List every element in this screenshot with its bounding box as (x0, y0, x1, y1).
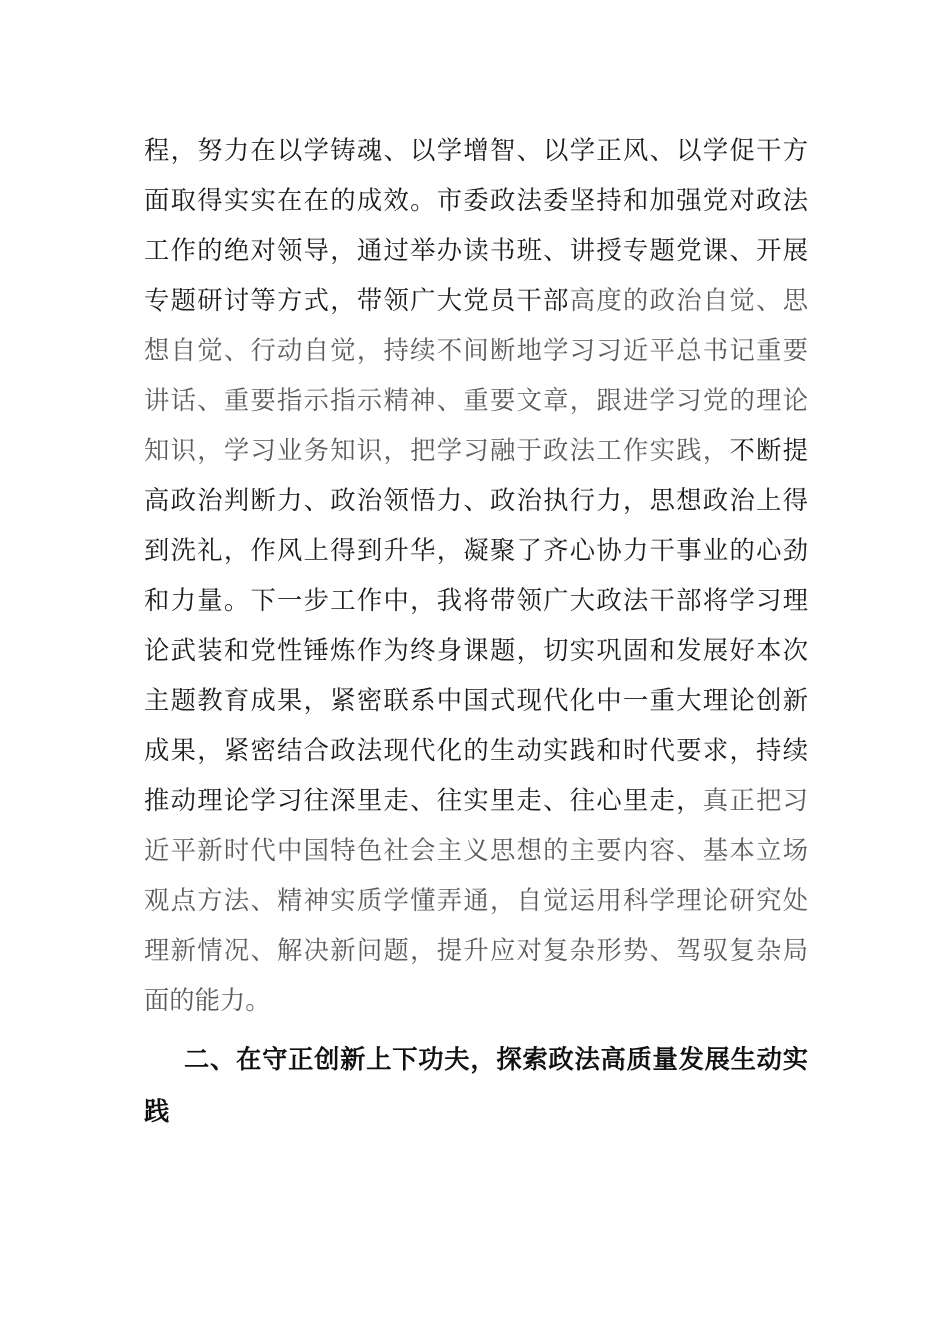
section-heading-line: 二、在守正创新上下功夫，探索政法高质量发展生动实 (184, 1045, 808, 1074)
paragraph-line: 到洗礼，作风上得到升华，凝聚了齐心协力干事业的心劲 (144, 536, 808, 565)
paragraph-line: 论武装和党性锤炼作为终身课题，切实巩固和发展好本次 (144, 636, 808, 665)
paragraph-line: 面的能力。 (144, 986, 271, 1015)
body-paragraph (144, 126, 808, 1026)
section-heading (144, 1034, 808, 1138)
paragraph-line: 近平新时代中国特色社会主义思想的主要内容、基本立场 (144, 836, 808, 865)
paragraph-segment: 高度的政治自觉、思 (569, 286, 808, 315)
paragraph-line: 和力量。下一步工作中，我将带领广大政法干部将学习理 (144, 586, 808, 615)
paragraph-segment: 专题研讨等方式，带领广大党员干部 (144, 286, 570, 315)
paragraph-line (144, 776, 808, 826)
paragraph-line: 程，努力在以学铸魂、以学增智、以学正风、以学促干方 (144, 136, 808, 165)
paragraph-line: 主题教育成果，紧密联系中国式现代化中一重大理论创新 (144, 686, 808, 715)
paragraph-segment: 真正把习 (702, 786, 808, 815)
paragraph-line: 成果，紧密结合政法现代化的生动实践和时代要求，持续 (144, 736, 808, 765)
section-heading-line: 践 (144, 1097, 170, 1126)
paragraph-line: 想自觉、行动自觉，持续不间断地学习习近平总书记重要 (144, 336, 808, 365)
paragraph-line: 高政治判断力、政治领悟力、政治执行力，思想政治上得 (144, 486, 808, 515)
paragraph-line: 面取得实实在在的成效。市委政法委坚持和加强党对政法 (144, 186, 808, 215)
paragraph-line: 观点方法、精神实质学懂弄通，自觉运用科学理论研究处 (144, 886, 808, 915)
paragraph-segment: 推动理论学习往深里走、往实里走、往心里走， (144, 786, 703, 815)
paragraph-line (144, 276, 808, 326)
paragraph-line: 理新情况、解决新问题，提升应对复杂形势、驾驭复杂局 (144, 936, 808, 965)
paragraph-segment: 知识，学习业务知识，把学习融于政法工作实践， (144, 436, 730, 465)
paragraph-line: 工作的绝对领导，通过举办读书班、讲授专题党课、开展 (144, 236, 808, 265)
paragraph-segment: 不断提 (729, 436, 808, 465)
paragraph-line: 讲话、重要指示指示精神、重要文章，跟进学习党的理论 (144, 386, 808, 415)
paragraph-line (144, 426, 808, 476)
